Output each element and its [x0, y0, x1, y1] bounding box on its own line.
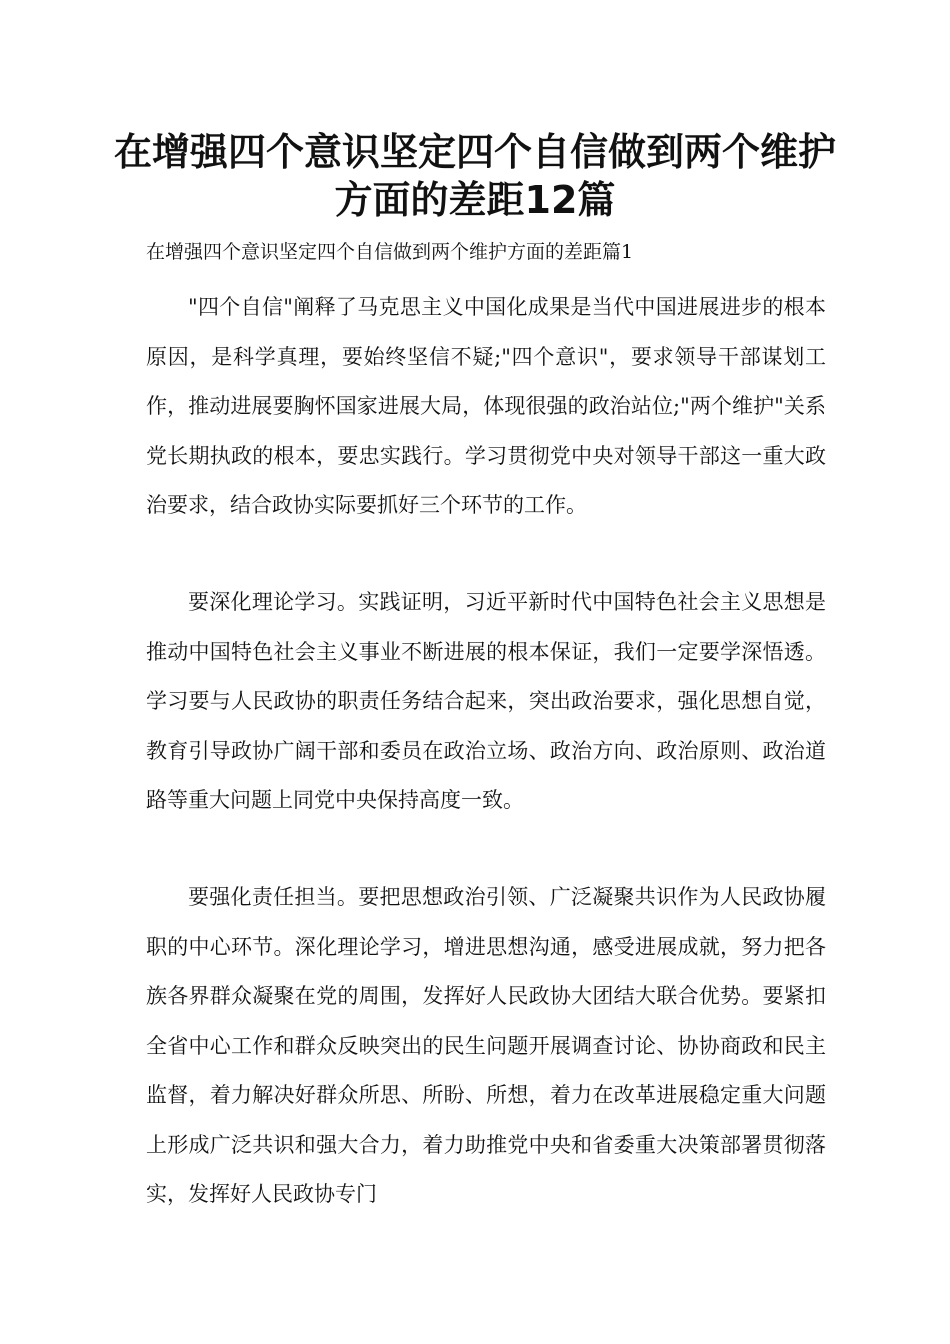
section-heading: 在增强四个意识坚定四个自信做到两个维护方面的差距篇1: [146, 241, 634, 263]
body-paragraph-1: "四个自信"阐释了马克思主义中国化成果是当代中国进展进步的根本原因，是科学真理，要始终坚信不疑;"四个意识"，要求领导干部谋划工作，推动进展要胸怀国家进展大局，体现很强的政治站位;"两个维护"关系党长期执政的根本，要忠实践行。学习贯彻党中央对领导干部这一重大政治要求，结合政协实际要抓好三个环节的工作。: [146, 295, 826, 517]
document-title: 在增强四个意识坚定四个自信做到两个维护方面的差距12篇: [113, 130, 836, 222]
body-paragraph-3: 要强化责任担当。要把思想政治引领、广泛凝聚共识作为人民政协履职的中心环节。深化理论学习，增进思想沟通，感受进展成就，努力把各族各界群众凝聚在党的周围，发挥好人民政协大团结大联合优势。要紧扣全省中心工作和群众反映突出的民生问题开展调查讨论、协协商政和民主监督，着力解决好群众所思、所盼、所想，着力在改革进展稳定重大问题上形成广泛共识和强大合力，着力助推党中央和省委重大决策部署贯彻落实，发挥好人民政协专门: [146, 885, 826, 1206]
body-paragraph-2: 要深化理论学习。实践证明，习近平新时代中国特色社会主义思想是推动中国特色社会主义事业不断进展的根本保证，我们一定要学深悟透。学习要与人民政协的职责任务结合起来，突出政治要求，强化思想自觉，教育引导政协广阔干部和委员在政治立场、政治方向、政治原则、政治道路等重大问题上同党中央保持高度一致。: [146, 590, 826, 812]
